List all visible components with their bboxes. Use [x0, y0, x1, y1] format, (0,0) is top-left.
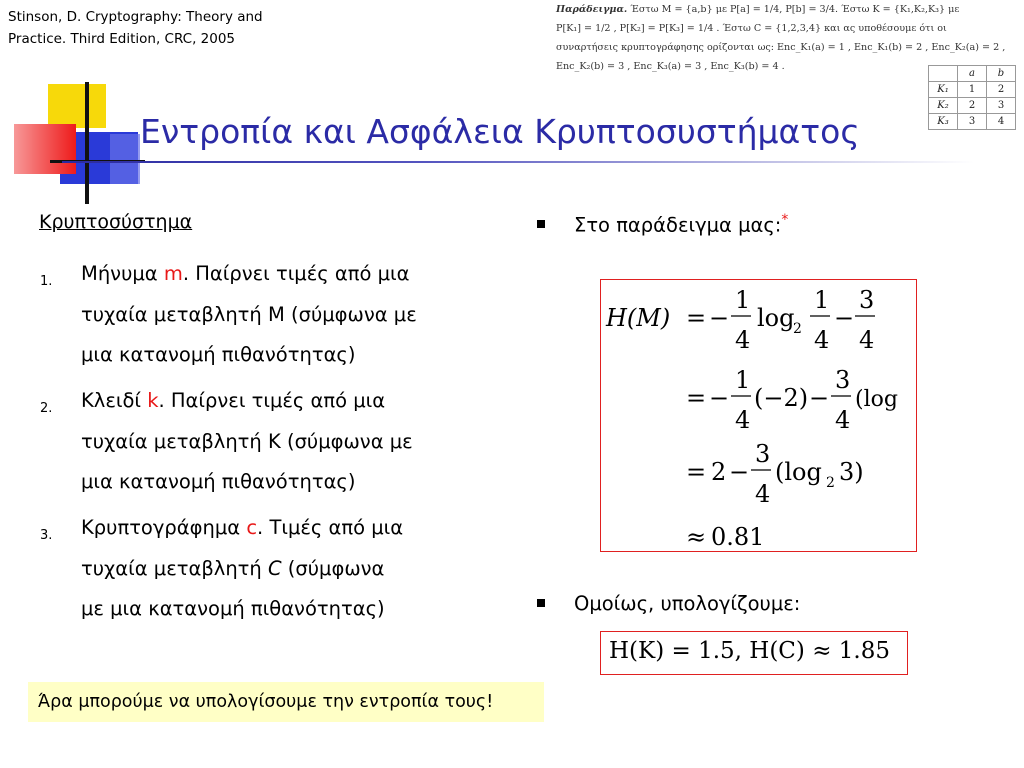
- variable-C: C: [267, 556, 282, 580]
- paren-3-close: 3): [839, 458, 864, 486]
- formula-minus: −: [709, 304, 730, 332]
- frac-den: 4: [859, 326, 875, 354]
- table-cell: K₂: [929, 98, 958, 114]
- bullet-example-text: Στο παράδειγμα μας:: [574, 213, 782, 237]
- table-row: [929, 98, 1016, 114]
- table-row: [929, 66, 1016, 82]
- table-row: [929, 82, 1016, 98]
- log-base: 2: [826, 475, 835, 491]
- table-cell: 3: [958, 114, 987, 130]
- formula-eq: =: [686, 384, 707, 412]
- list-number: 2.: [40, 401, 53, 416]
- excerpt-lead: Παράδειγμα.: [556, 4, 628, 15]
- frac-num: 3: [859, 286, 875, 314]
- item-line-1-rest: . Τιμές από μια: [257, 516, 404, 539]
- item-line-3: μια κατανομή πιθανότητας): [81, 470, 356, 493]
- table-cell: a: [958, 66, 987, 82]
- variable-k: k: [147, 389, 159, 412]
- paren-log: (log: [855, 387, 898, 412]
- frac-num: 3: [755, 440, 771, 468]
- decorative-squares-logo: [10, 82, 145, 204]
- excerpt-line-2: P[K₁] = 1/2 , P[K₂] = P[K₃] = 1/4 . Έστω C = {1,2,3,4} και ας υποθέσουμε ότι οι: [556, 23, 947, 34]
- table-cell: K₃: [929, 114, 958, 130]
- table-cell: 2: [958, 98, 987, 114]
- table-cell: 3: [987, 98, 1016, 114]
- formula-tail: [600, 279, 917, 552]
- list-number: 3.: [40, 528, 53, 543]
- frac-den: 4: [735, 406, 751, 434]
- cryptosystem-heading: Κρυπτοσύστημα: [39, 211, 193, 233]
- list-number: 1.: [40, 274, 53, 289]
- table-cell: K₁: [929, 82, 958, 98]
- slide-title: Εντροπία και Ασφάλεια Κρυπτοσυστήματος: [140, 112, 860, 151]
- result-box: [600, 631, 908, 675]
- item-prefix: Μήνυμα: [81, 262, 164, 285]
- paren-log: (log: [775, 458, 822, 486]
- item-line-1-rest: . Παίρνει τιμές από μια: [158, 389, 386, 412]
- list-item-text: [81, 381, 511, 503]
- table-cell: 4: [987, 114, 1016, 130]
- frac-den: 4: [735, 326, 751, 354]
- formula-minus: −: [834, 304, 855, 332]
- item-line-2: τυχαία μεταβλητή K (σύμφωνα με: [81, 429, 413, 453]
- frac-den: 4: [755, 480, 771, 508]
- item-line-1-rest: . Παίρνει τιμές από μια: [182, 262, 410, 285]
- title-divider: [62, 161, 974, 163]
- formula-approx: ≈: [686, 523, 707, 551]
- item-line-3: με μια κατανομή πιθανότητας): [81, 597, 385, 620]
- bullet-square-icon: [537, 599, 545, 607]
- citation: [8, 6, 263, 50]
- frac-den: 4: [835, 406, 851, 434]
- formula-lhs: H(M): [606, 304, 671, 332]
- formula-minus: −: [729, 458, 750, 486]
- item-prefix: Κλειδί: [81, 389, 148, 412]
- item-line-2-pre: τυχαία μεταβλητή: [81, 556, 268, 580]
- conclusion-note: Άρα μπορούμε να υπολογίσουμε την εντροπία τους!: [28, 682, 544, 722]
- bullet-square-icon: [537, 220, 545, 228]
- frac-num: 3: [835, 366, 851, 394]
- item-line-2-post: (σύμφωνα: [281, 556, 385, 580]
- citation-line-1: Stinson, D. Cryptography: Theory and: [8, 9, 263, 25]
- formula-eq: =: [686, 458, 707, 486]
- paren-neg2: (−2): [754, 384, 809, 412]
- frac-num: 1: [814, 286, 830, 314]
- citation-line-2: Practice. Third Edition, CRC, 2005: [8, 31, 236, 47]
- formula-result: 0.81: [711, 523, 765, 551]
- formula-two: 2: [711, 458, 727, 486]
- table-row: [929, 114, 1016, 130]
- item-prefix: Κρυπτογράφημα: [81, 516, 247, 539]
- bullet-similarly: [537, 592, 800, 615]
- log-text: log: [757, 304, 795, 332]
- formula-eq: =: [686, 304, 707, 332]
- item-line-2: τυχαία μεταβλητή M (σύμφωνα με: [81, 302, 417, 326]
- item-line-3: μια κατανομή πιθανότητας): [81, 343, 356, 366]
- asterisk-note: *: [781, 212, 789, 228]
- frac-num: 1: [735, 366, 751, 394]
- variable-c: c: [246, 516, 258, 539]
- excerpt-line-1-text: Έστω M = {a,b} με P[a] = 1/4, P[b] = 3/4. Έστω K = {K₁,K₂,K₃} με: [630, 4, 960, 15]
- table-cell: [929, 66, 958, 82]
- table-cell: b: [987, 66, 1016, 82]
- table-cell: 1: [958, 82, 987, 98]
- frac-den: 4: [814, 326, 830, 354]
- variable-m: m: [163, 262, 183, 285]
- list-item-text: [81, 254, 511, 376]
- formula-minus: −: [709, 384, 730, 412]
- encryption-table: [928, 65, 1016, 130]
- list-item-text: [81, 508, 511, 630]
- excerpt-line-1: [556, 0, 1024, 19]
- result-formula: H(K) = 1.5, H(C) ≈ 1.85: [609, 638, 890, 664]
- log-base: 2: [793, 321, 802, 337]
- formula-minus: −: [809, 384, 830, 412]
- bullet-example: [537, 212, 788, 237]
- table-cell: 2: [987, 82, 1016, 98]
- frac-num: 1: [735, 286, 751, 314]
- bullet-similarly-text: Ομοίως, υπολογίζουμε:: [574, 592, 801, 615]
- excerpt-line-3: συναρτήσεις κρυπτογράφησης ορίζονται ως: Enc_K₁(a) = 1 , Enc_K₁(b) = 2 , Enc_K₂(a) = 2 ,: [556, 42, 1006, 53]
- excerpt-line-4: Enc_K₂(b) = 3 , Enc_K₃(a) = 3 , Enc_K₃(b) = 4 .: [556, 61, 785, 72]
